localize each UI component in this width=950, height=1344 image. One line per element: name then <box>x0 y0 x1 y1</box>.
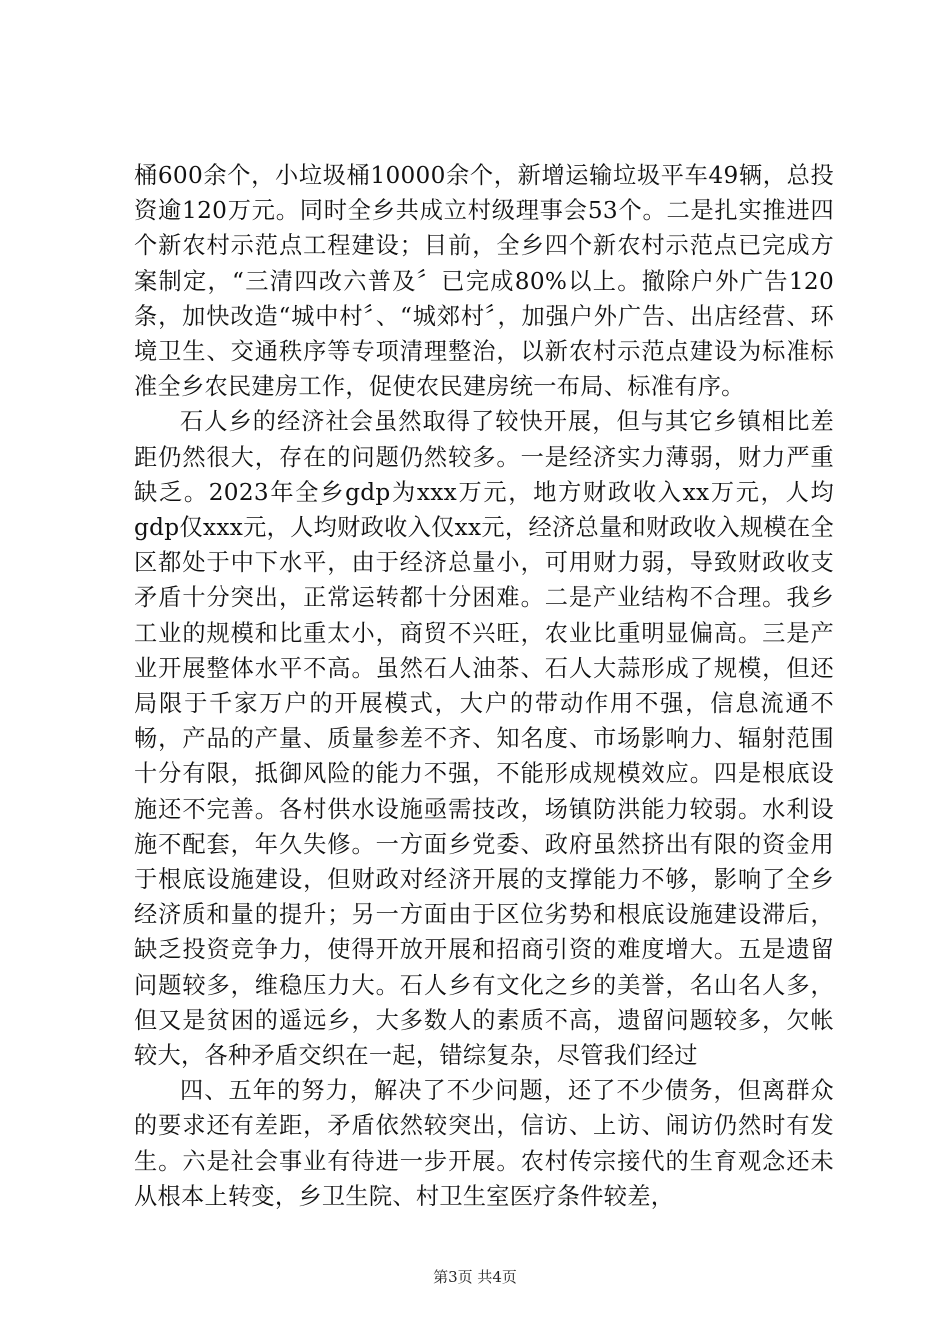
paragraph-problems: 石人乡的经济社会虽然取得了较快开展，但与其它乡镇相比差距仍然很大，存在的问题仍然较多。一是经济实力薄弱，财力严重缺乏。2023年全乡gdp为xxx万元，地方财政收入xx万元，人均gdp仅xxx元，人均财政收入仅xx元，经济总量和财政收入规模在全区都处于中下水平，由于经济总量小，可用财力弱，导致财政收支矛盾十分突出，正常运转都十分困难。二是产业结构不合理。我乡工业的规模和比重太小，商贸不兴旺，农业比重明显偏高。三是产业开展整体水平不高。虽然石人油茶、石人大蒜形成了规模，但还局限于千家万户的开展模式，大户的带动作用不强，信息流通不畅，产品的产量、质量参差不齐、知名度、市场影响力、辐射范围十分有限，抵御风险的能力不强，不能形成规模效应。四是根底设施还不完善。各村供水设施亟需技改，场镇防洪能力较弱。水利设施不配套，年久失修。一方面乡党委、政府虽然挤出有限的资金用于根底设施建设，但财政对经济开展的支撑能力不够，影响了全乡经济质和量的提升；另一方面由于区位劣势和根底设施建设滞后，缺乏投资竞争力，使得开放开展和招商引资的难度增大。五是遗留问题较多，维稳压力大。石人乡有文化之乡的美誉，名山名人多，但又是贫困的遥远乡，大多数人的素质不高，遗留问题较多，欠帐较大，各种矛盾交织在一起，错综复杂，尽管我们经过 <box>134 408 834 1070</box>
paragraph-efforts: 四、五年的努力，解决了不少问题，还了不少债务，但离群众的要求还有差距，矛盾依然较突出，信访、上访、闹访仍然时有发生。六是社会事业有待进一步开展。农村传宗接代的生育观念还未从根本上转变，乡卫生院、村卫生室医疗条件较差， <box>134 1077 834 1210</box>
document-body <box>134 158 834 1214</box>
paragraph-continued: 桶600余个，小垃圾桶10000余个，新增运输垃圾平车49辆，总投资逾120万元。同时全乡共成立村级理事会53个。二是扎实推进四个新农村示范点工程建设；目前，全乡四个新农村示范点已完成方案制定，“三清四改六普及〞已完成80%以上。撤除户外广告120条，加快改造“城中村〞、“城郊村〞，加强户外广告、出店经营、环境卫生、交通秩序等专项清理整治，以新农村示范点建设为标准标准全乡农民建房工作，促使农民建房统一布局、标准有序。 <box>134 162 834 401</box>
page-footer: 第3页 共4页 <box>433 1268 517 1286</box>
